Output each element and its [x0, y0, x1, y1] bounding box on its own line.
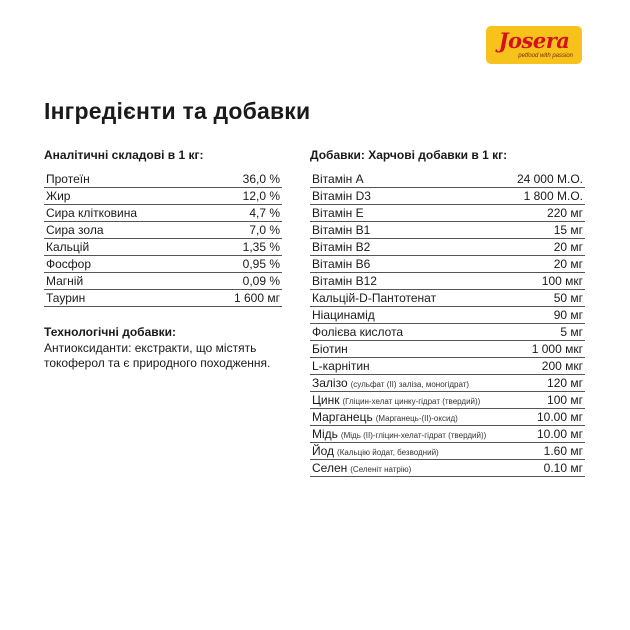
table-row [44, 171, 282, 188]
row-name [312, 308, 375, 322]
row-label: Таурин [46, 291, 86, 305]
row-label: Вітамін В12 [312, 274, 377, 288]
row-label: Мідь [312, 427, 338, 441]
row-value: 100 мг [547, 393, 583, 407]
row-label: Вітамін А [312, 172, 364, 186]
row-value: 10.00 мг [537, 410, 583, 424]
table-row [310, 222, 585, 239]
additives-table [310, 171, 585, 477]
row-value: 120 мг [547, 376, 583, 390]
row-name [312, 393, 480, 407]
row-name [46, 172, 90, 186]
row-label: Біотин [312, 342, 348, 356]
table-row [310, 375, 585, 392]
row-note: (Селеніт натрію) [350, 465, 412, 474]
table-row [310, 324, 585, 341]
row-label: Фолієва кислота [312, 325, 404, 339]
row-note: (Гліцин-хелат цинку-гідрат (твердий)) [342, 397, 481, 406]
row-label: Вітамін D3 [312, 189, 371, 203]
row-label: Кальцій-D-Пантотенат [312, 291, 437, 305]
row-name [46, 240, 89, 254]
row-label: Вітамін В2 [312, 240, 371, 254]
row-label: Залізо [312, 376, 348, 390]
row-value: 20 мг [553, 257, 583, 271]
row-label: Селен [312, 461, 348, 475]
row-name [46, 223, 104, 237]
row-value: 5 мг [560, 325, 583, 339]
row-name [46, 291, 85, 305]
row-name [312, 240, 370, 254]
row-value: 4,7 % [249, 206, 280, 220]
row-label: Йод [312, 444, 335, 458]
table-row [310, 290, 585, 307]
table-row [310, 188, 585, 205]
row-value: 0,09 % [242, 274, 280, 288]
row-name [46, 257, 91, 271]
row-label: Вітамін В6 [312, 257, 371, 271]
row-value: 1 800 М.О. [523, 189, 583, 203]
table-row [44, 273, 282, 290]
row-value: 24 000 М.О. [516, 172, 583, 186]
row-value: 15 мг [553, 223, 583, 237]
table-row [44, 290, 282, 307]
row-label: Фосфор [46, 257, 92, 271]
row-value: 1.60 мг [543, 444, 583, 458]
row-label: Ніацинамід [312, 308, 375, 322]
row-value: 220 мг [547, 206, 583, 220]
row-value: 90 мг [553, 308, 583, 322]
row-name [312, 172, 364, 186]
row-name [46, 206, 137, 220]
row-label: Магній [46, 274, 84, 288]
logo-tagline: petfood with passion [518, 53, 573, 59]
row-name [312, 410, 458, 424]
table-row [310, 358, 585, 375]
row-label: Вітамін Е [312, 206, 364, 220]
row-value: 1 000 мкг [531, 342, 583, 356]
row-value: 20 мг [553, 240, 583, 254]
table-row [310, 256, 585, 273]
technological-heading: Технологічні добавки: [44, 325, 176, 339]
row-value: 0,95 % [242, 257, 280, 271]
josera-logo [486, 26, 582, 64]
row-label: Кальцій [46, 240, 90, 254]
table-row [44, 188, 282, 205]
row-note: (Мідь (II)-гліцин-хелат-гідрат (твердий)) [340, 431, 487, 440]
row-label: Цинк [312, 393, 340, 407]
row-label: Вітамін В1 [312, 223, 371, 237]
table-row [310, 392, 585, 409]
table-row [310, 341, 585, 358]
row-name [312, 189, 371, 203]
row-name [312, 206, 364, 220]
row-value: 1,35 % [242, 240, 280, 254]
table-row [310, 205, 585, 222]
row-note: (сульфат (II) заліза, моногідрат) [350, 380, 470, 389]
table-row [310, 409, 585, 426]
table-row [310, 426, 585, 443]
additives-heading: Добавки: Харчові добавки в 1 кг: [310, 148, 508, 162]
table-row [310, 307, 585, 324]
row-note: (Кальцію йодат, безводний) [337, 448, 439, 457]
row-label: Жир [46, 189, 71, 203]
row-label: Сира зола [46, 223, 104, 237]
row-value: 200 мкг [541, 359, 583, 373]
row-value: 50 мг [553, 291, 583, 305]
row-value: 12,0 % [242, 189, 280, 203]
table-row [44, 222, 282, 239]
table-row [44, 256, 282, 273]
row-label: L-карнітин [312, 359, 370, 373]
row-value: 10.00 мг [537, 427, 583, 441]
row-label: Протеїн [46, 172, 90, 186]
analytical-heading: Аналітичні складові в 1 кг: [44, 148, 204, 162]
row-value: 36,0 % [242, 172, 280, 186]
row-name [312, 291, 436, 305]
row-name [312, 359, 370, 373]
row-note: (Марганець-(II)-оксид) [375, 414, 458, 423]
row-name [312, 342, 348, 356]
table-row [310, 171, 585, 188]
logo-wordmark: Josera [498, 28, 570, 53]
row-name [312, 274, 377, 288]
table-row [310, 443, 585, 460]
row-value: 7,0 % [249, 223, 280, 237]
row-name [312, 427, 486, 441]
row-name [312, 223, 370, 237]
row-label: Марганець [312, 410, 373, 424]
row-label: Сира клітковина [46, 206, 138, 220]
table-row [44, 205, 282, 222]
row-name [312, 461, 411, 475]
technological-text: Антиоксиданти: екстракти, що містять токоферол та є природного походження. [44, 341, 271, 370]
table-row [44, 239, 282, 256]
table-row [310, 460, 585, 477]
table-row [310, 273, 585, 290]
row-value: 1 600 мг [234, 291, 280, 305]
row-name [312, 257, 370, 271]
row-name [46, 189, 70, 203]
row-name [312, 444, 439, 458]
table-row [310, 239, 585, 256]
row-name [312, 325, 403, 339]
row-name [312, 376, 469, 390]
analytical-table [44, 171, 282, 307]
row-value: 0.10 мг [543, 461, 583, 475]
page-title: Інгредієнти та добавки [44, 98, 311, 124]
row-name [46, 274, 83, 288]
row-value: 100 мкг [541, 274, 583, 288]
